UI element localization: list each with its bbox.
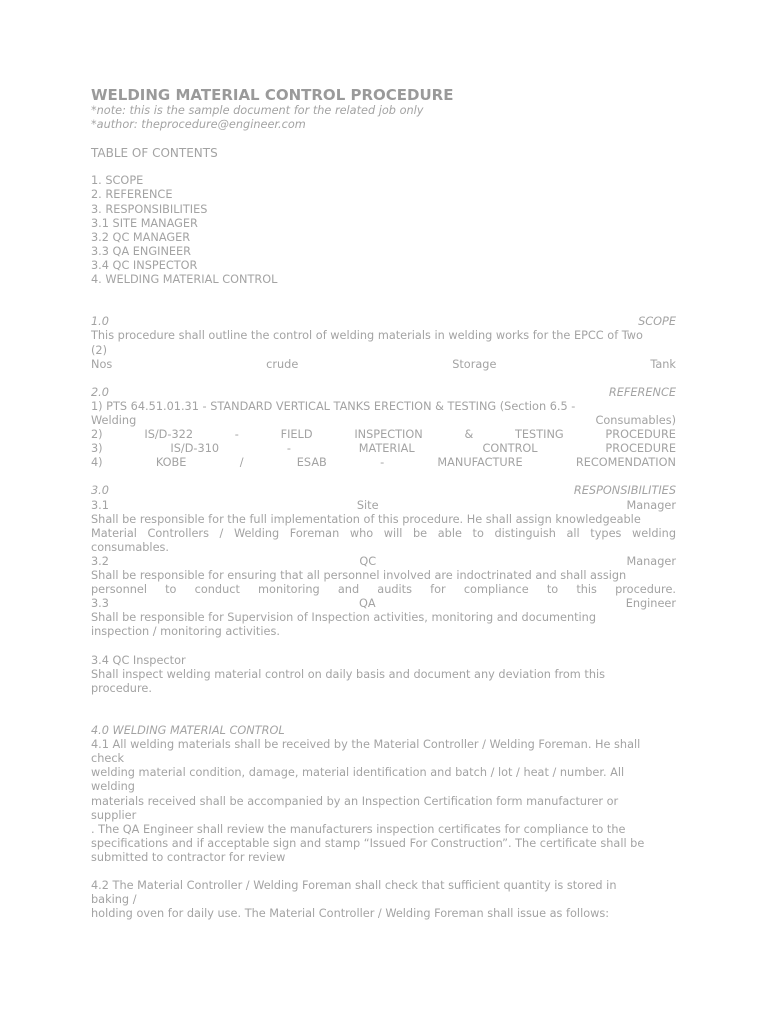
paragraph-line: 4.1 All welding materials shall be received by the Material Controller / Welding Foreman. He shall [91, 738, 641, 752]
scope-word: Tank [650, 357, 676, 371]
reference-word: IS/D-310 [170, 442, 220, 456]
reference-heading-row [91, 386, 676, 400]
reference-word: KOBE [155, 456, 187, 470]
reference-word: IS/D-322 [144, 428, 194, 442]
reference-word: 3) [91, 442, 103, 456]
scope-heading: SCOPE [638, 315, 676, 329]
reference-item [91, 442, 676, 456]
toc-item: 2. REFERENCE [91, 188, 173, 202]
paragraph-line: 4.2 The Material Controller / Welding Foreman shall check that sufficient quantity is stored in [91, 879, 617, 893]
paragraph-line: welding [91, 780, 135, 794]
note-line: *note: this is the sample document for the related job only [91, 104, 424, 117]
scope-heading-row [91, 315, 676, 329]
subsection-number: 3.1 [91, 498, 109, 512]
subsection-word: QA [359, 597, 376, 611]
reference-word: 2) [91, 428, 103, 442]
paragraph-line: materials received shall be accompanied by an Inspection Certification form manufacturer or [91, 794, 619, 808]
reference-word: PROCEDURE [605, 442, 676, 456]
paragraph-line: Shall be responsible for the full implementation of this procedure. He shall assign knowledgeable [91, 512, 641, 526]
paragraph-line: baking / [91, 893, 137, 907]
paragraph-line: inspection / monitoring activities. [91, 625, 280, 639]
toc-item: 4. WELDING MATERIAL CONTROL [91, 273, 278, 287]
toc-heading: TABLE OF CONTENTS [91, 146, 218, 161]
reference-heading: REFERENCE [608, 385, 676, 399]
subsection-word: Site [356, 498, 379, 512]
reference-item [91, 414, 676, 428]
reference-number: 2.0 [91, 385, 109, 399]
document-body [91, 86, 676, 921]
scope-word: Nos [91, 357, 113, 371]
subsection-word: QC [359, 554, 377, 568]
paragraph-line: supplier [91, 808, 137, 822]
responsibilities-number: 3.0 [91, 484, 109, 498]
scope-text: This procedure shall outline the control of welding materials in welding works for the EPCC of Two [91, 329, 643, 343]
subsection-word: Manager [626, 498, 676, 512]
paragraph-line: Material Controllers / Welding Foreman who will be able to distinguish all types welding [91, 526, 676, 540]
author-line: *author: theprocedure@engineer.com [91, 118, 306, 132]
reference-word: PROCEDURE [605, 428, 676, 442]
paragraph-line: check [91, 752, 125, 766]
reference-item: 1) PTS 64.51.01.31 - STANDARD VERTICAL TANKS ERECTION & TESTING (Section 6.5 - [91, 399, 576, 413]
scope-spread-line [91, 358, 676, 372]
paragraph-line: procedure. [91, 681, 152, 695]
paragraph-line: Shall be responsible for Supervision of Inspection activities, monitoring and documenting [91, 611, 597, 625]
responsibilities-heading: RESPONSIBILITIES [573, 484, 676, 498]
reference-item [91, 456, 676, 470]
paragraph-line: consumables. [91, 540, 169, 554]
wmc-heading: 4.0 WELDING MATERIAL CONTROL [91, 724, 285, 738]
reference-item [91, 428, 676, 442]
reference-word: & [464, 428, 474, 442]
paragraph-line: specifications and if acceptable sign and stamp “Issued For Construction”. The certificate shall be [91, 836, 645, 850]
paragraph-line: Shall inspect welding material control on daily basis and document any deviation from this [91, 667, 605, 681]
reference-word: RECOMENDATION [575, 456, 676, 470]
reference-word: FIELD [280, 428, 313, 442]
scope-number: 1.0 [91, 315, 109, 329]
subsection-heading-qa-engineer [91, 597, 676, 611]
paragraph-line: welding material condition, damage, material identification and batch / lot / heat / number. All [91, 766, 625, 780]
subsection-number: 3.2 [91, 554, 109, 568]
reference-word: Welding [91, 413, 137, 427]
reference-word: - [286, 442, 291, 456]
responsibilities-heading-row [91, 484, 676, 498]
toc-item: 3. RESPONSIBILITIES [91, 202, 208, 216]
reference-word: MATERIAL [358, 442, 415, 456]
reference-word: - [380, 456, 385, 470]
subsection-heading-qc-inspector: 3.4 QC Inspector [91, 653, 186, 667]
reference-word: TESTING [515, 428, 564, 442]
paragraph-line: personnel to conduct monitoring and audits for compliance to this procedure. [91, 583, 676, 597]
reference-word: Consumables) [595, 413, 676, 427]
paragraph-line: holding oven for daily use. The Material Controller / Welding Foreman shall issue as follows: [91, 907, 610, 921]
reference-word: CONTROL [482, 442, 538, 456]
reference-word: MANUFACTURE [437, 456, 523, 470]
toc-item: 3.3 QA ENGINEER [91, 244, 192, 258]
toc-item: 1. SCOPE [91, 174, 144, 188]
paragraph-line: . The QA Engineer shall review the manufacturers inspection certificates for compliance to the [91, 822, 626, 836]
scope-word: crude [266, 357, 299, 371]
toc-list [91, 174, 676, 287]
toc-item: 3.2 QC MANAGER [91, 230, 191, 244]
reference-word: ESAB [296, 456, 327, 470]
subsection-heading-qc-manager [91, 555, 676, 569]
toc-item: 3.4 QC INSPECTOR [91, 258, 198, 272]
scope-word: Storage [452, 357, 497, 371]
paragraph-line: submitted to contractor for review [91, 850, 286, 864]
document-title: WELDING MATERIAL CONTROL PROCEDURE [91, 86, 454, 104]
toc-item: 3.1 SITE MANAGER [91, 216, 198, 230]
reference-word: / [239, 456, 244, 470]
subsection-number: 3.3 [91, 597, 109, 611]
scope-text: (2) [91, 343, 108, 357]
paragraph-line: Shall be responsible for ensuring that all personnel involved are indoctrinated and shall assign [91, 569, 627, 582]
subsection-word: Engineer [625, 597, 676, 611]
subsection-heading-site-manager [91, 499, 676, 513]
reference-word: - [234, 428, 239, 442]
reference-word: INSPECTION [354, 428, 423, 442]
subsection-word: Manager [626, 554, 676, 568]
reference-word: 4) [91, 456, 103, 470]
